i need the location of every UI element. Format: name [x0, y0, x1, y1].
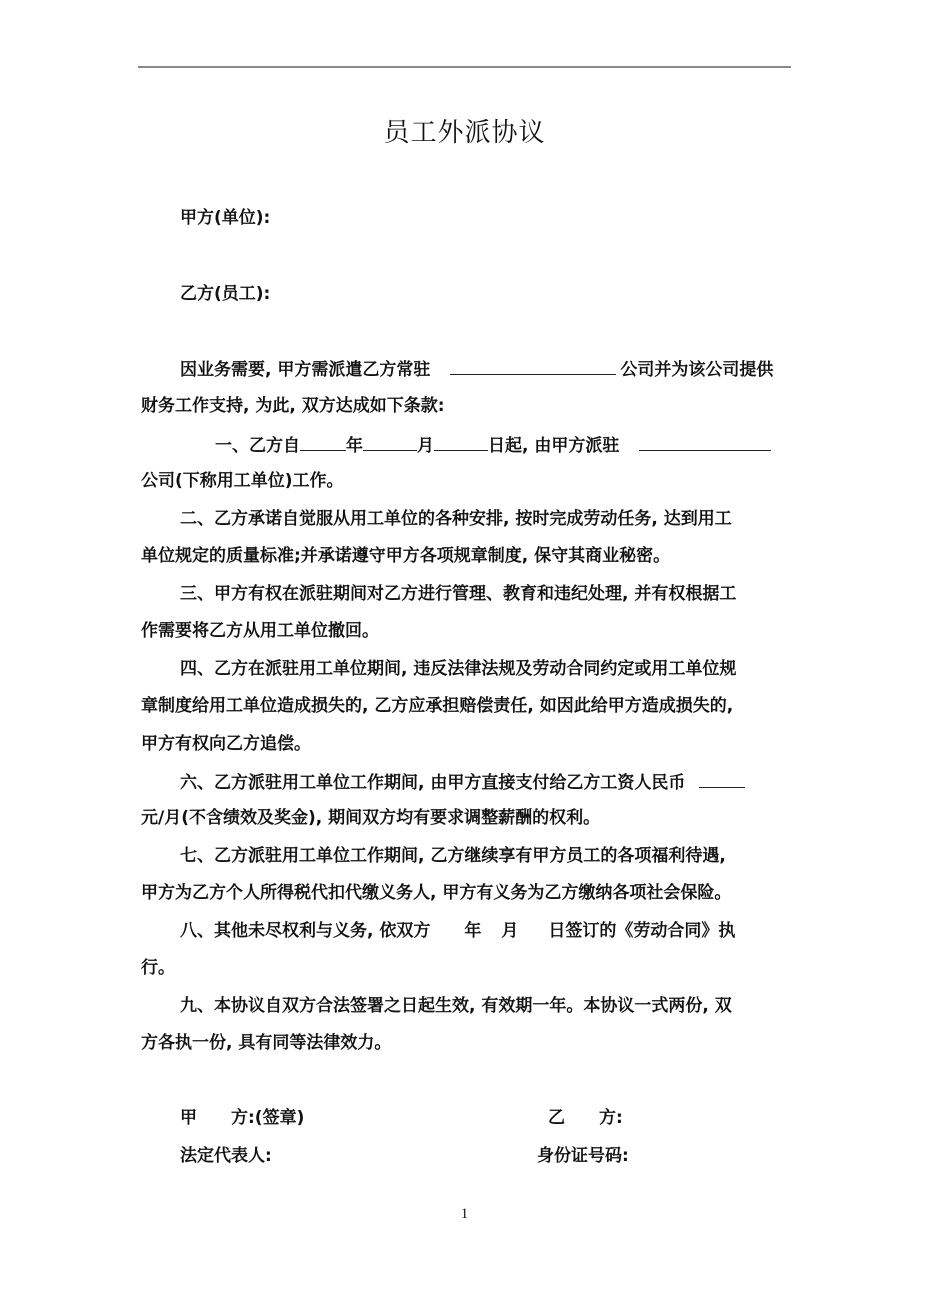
clause-6-line-2: 元/月(不含绩效及奖金), 期间双方均有要求调整薪酬的权利。	[141, 808, 601, 828]
signature-id-number: 身份证号码:	[537, 1146, 629, 1166]
blank-posted-company	[639, 434, 771, 451]
clause-9-line-1: 九、本协议自双方合法签署之日起生效, 有效期一年。本协议一式两份, 双	[180, 996, 732, 1016]
blank-salary	[699, 771, 745, 788]
blank-year	[300, 434, 346, 451]
blank-day	[434, 434, 488, 451]
clause-8-text-a: 八、其他未尽权利与义务, 依双方	[180, 921, 431, 941]
clause-6-text: 六、乙方派驻用工单位工作期间, 由甲方直接支付给乙方工资人民币	[180, 773, 686, 793]
blank-company	[450, 358, 616, 375]
party-a-label: 甲方(单位):	[180, 208, 271, 228]
document-title: 员工外派协议	[383, 118, 546, 148]
clause-2-line-2: 单位规定的质量标准;并承诺遵守甲方各项规章制度, 保守其商业秘密。	[141, 546, 671, 566]
clause-1-year-label: 年	[346, 436, 363, 456]
clause-3-line-1: 三、甲方有权在派驻期间对乙方进行管理、教育和违纪处理, 并有权根据工	[180, 584, 737, 604]
blank-month	[363, 434, 417, 451]
clause-7-line-1: 七、乙方派驻用工单位工作期间, 乙方继续享有甲方员工的各项福利待遇,	[180, 846, 726, 866]
clause-1-line-2: 公司(下称用工单位)工作。	[141, 471, 344, 491]
clause-8-year-label: 年	[464, 921, 482, 941]
signature-party-a: 甲 方:(签章)	[180, 1108, 305, 1128]
clause-4-line-2: 章制度给用工单位造成损失的, 乙方应承担赔偿责任, 如因此给甲方造成损失的,	[141, 696, 734, 716]
clause-1-month-label: 月	[417, 436, 434, 456]
clause-1-text-a: 一、乙方自	[215, 436, 300, 456]
clause-7-line-2: 甲方为乙方个人所得税代扣代缴义务人, 甲方有义务为乙方缴纳各项社会保险。	[141, 883, 732, 903]
clause-8-text-d: 日签订的《劳动合同》执	[548, 921, 736, 941]
intro-line-1	[180, 358, 773, 380]
intro-text-b: 公司并为该公司提供	[620, 360, 774, 380]
clause-8-line-2: 行。	[141, 958, 175, 978]
clause-3-line-2: 作需要将乙方从用工单位撤回。	[141, 621, 379, 641]
clause-8-month-label: 月	[501, 921, 519, 941]
clause-4-line-3: 甲方有权向乙方追偿。	[141, 734, 311, 754]
clause-8-line-1	[180, 921, 735, 941]
intro-line-2: 财务工作支持, 为此, 双方达成如下条款:	[141, 396, 445, 416]
signature-legal-rep: 法定代表人:	[180, 1146, 272, 1166]
signature-party-b: 乙 方:	[548, 1108, 623, 1128]
clause-2-line-1: 二、乙方承诺自觉服从用工单位的各种安排, 按时完成劳动任务, 达到用工	[180, 509, 732, 529]
clause-6-line-1	[180, 771, 745, 793]
clause-9-line-2: 方各执一份, 具有同等法律效力。	[141, 1033, 392, 1053]
clause-1-text-d: 日起, 由甲方派驻	[488, 436, 620, 456]
intro-text-a: 因业务需要, 甲方需派遣乙方常驻	[180, 360, 431, 380]
party-b-label: 乙方(员工):	[180, 284, 271, 304]
page-number: 1	[460, 1206, 469, 1222]
header-rule	[138, 66, 791, 68]
clause-4-line-1: 四、乙方在派驻用工单位期间, 违反法律法规及劳动合同约定或用工单位规	[180, 659, 737, 679]
clause-1-line-1	[215, 434, 771, 456]
